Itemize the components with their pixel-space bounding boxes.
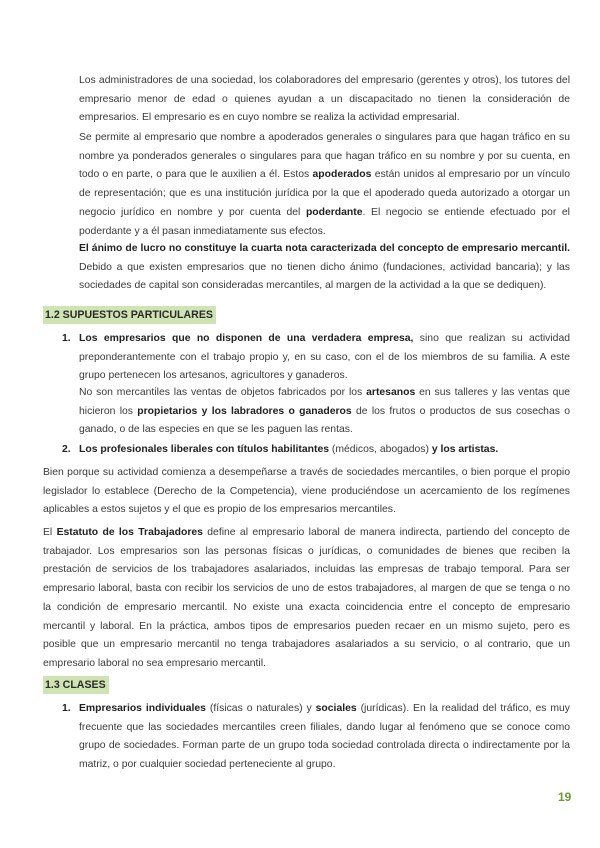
bold-term-poderdante: poderdante bbox=[305, 206, 363, 218]
text-run: Se permite al empresario que nombre a apoderados generales o singulares para que hagan tráfico en su nombre ya ponderados generales o singulares para que hagan tráfico en su nombre y por su cuenta, en todo o en parte, o para que le auxilien a él. Estos bbox=[79, 132, 570, 181]
paragraph-apoderados bbox=[79, 129, 570, 241]
text-run: de los frutos o productos de sus cosechas o ganado, o de las especies en que se les paguen las rentas. bbox=[79, 405, 571, 436]
list-item-empresarios bbox=[79, 330, 570, 386]
bold-term-propietarios: propietarios y los labradores o ganaderos bbox=[137, 405, 352, 417]
bold-term-apoderados: apoderados bbox=[312, 169, 372, 181]
text-run: . El negocio se entiende efectuado por el poderdante y a él pasan inmediatamente sus efectos. bbox=[79, 206, 570, 237]
text-run: El bbox=[43, 527, 57, 538]
bold-term: Empresarios individuales bbox=[79, 703, 206, 714]
bold-statement: El ánimo de lucro no constituye la cuarta nota caracterizada del concepto de empresario mercantil. bbox=[79, 243, 570, 254]
bold-term-estatuto: Estatuto de los Trabajadores bbox=[56, 527, 203, 538]
list-number: 1. bbox=[62, 333, 71, 344]
list-number: 1. bbox=[62, 703, 71, 714]
page-number: 19 bbox=[558, 790, 572, 804]
paragraph-administradores: Los administradores de una sociedad, los colaboradores del empresario (gerentes y otros), los tutores del empresario menor de edad o quienes ayudan a un discapacitado no tienen la consideración de empresarios. El empresario es en cuyo nombre se realiza la actividad empresarial. bbox=[79, 75, 570, 124]
bold-term-artistas: y los artistas. bbox=[431, 444, 499, 455]
bold-term-artesanos: artesanos bbox=[366, 387, 416, 398]
paragraph-estatuto bbox=[43, 524, 570, 674]
text-run: (médicos, abogados) bbox=[329, 444, 432, 455]
text-run: sino que realizan su actividad preponderantemente con el trabajo propio y, en su caso, con el de los miembros de su familia. A este grupo pertenecen los artesanos, agricultores y ganaderos. bbox=[79, 333, 570, 382]
paragraph-artesanos bbox=[79, 384, 570, 440]
text-run: están unidos al empresario por un vínculo de representación; que es una institución jurídica por la que el apoderado queda autorizado a otorgar un negocio jurídico en nombre y por cuenta del bbox=[79, 169, 571, 218]
list-item-profesionales bbox=[79, 441, 570, 460]
list-item-empresarios-individuales bbox=[79, 700, 570, 775]
text-run: (jurídicas). En la realidad del tráfico, es muy frecuente que las sociedades mercantiles creen filiales, dando lugar al fenómeno que se conoce como grupo de sociedades. Forman parte de un grupo toda sociedad controlada directa o indirectamente por la matriz, o por cualquier sociedad perteneciente al grupo. bbox=[79, 703, 570, 771]
paragraph-bien-porque: Bien porque su actividad comienza a desempeñarse a través de sociedades mercantiles, o bien porque el propio legislador lo establece (Derecho de la Competencia), viene produciéndose un acercamiento de los regímenes aplicables a estos sujetos y el que es propio de los empresarios mercantiles. bbox=[43, 467, 570, 516]
bold-term: Los empresarios que no disponen de una verdadera empresa, bbox=[79, 333, 414, 344]
text-run: Debido a que existen empresarios que no tienen dicho ánimo (fundaciones, actividad bancaria); y las sociedades de capital son consideradas mercantiles, al margen de la actividad a la que se dediquen). bbox=[79, 261, 570, 292]
section-heading-supuestos: 1.2 SUPUESTOS PARTICULARES bbox=[43, 306, 216, 324]
text-run: (físicas o naturales) y bbox=[205, 703, 316, 714]
text-run: No son mercantiles las ventas de objetos fabricados por los bbox=[79, 387, 367, 398]
paragraph-animo-lucro bbox=[79, 240, 570, 296]
section-heading-clases: 1.3 CLASES bbox=[43, 676, 109, 694]
bold-term: Los profesionales liberales con títulos habilitantes bbox=[79, 444, 330, 455]
bold-term-sociales: sociales bbox=[315, 703, 357, 714]
text-run: define al empresario laboral de manera indirecta, partiendo del concepto de trabajador. Los empresarios son las personas físicas o jurídicas, o comunidades de bienes que reciben la prestación de servicios de los trabajadores asalariados, incluidas las empresas de trabajo temporal. Para ser empresario laboral, basta con recibir los servicios de uno de estos trabajadores, al margen de que se tenga o no la condición de empresario mercantil. No existe una exacta coincidencia entre el concepto de empresario mercantil y laboral. En la práctica, ambos tipos de empresarios pueden recaer en un mismo sujeto, pero es posible que un empresario mercantil no tenga trabajadores asalariados a su servicio, o al contrario, que un empresario laboral no sea empresario mercantil. bbox=[43, 527, 570, 669]
text-run: en sus talleres y las ventas que hicieron los bbox=[79, 387, 571, 417]
list-number: 2. bbox=[62, 444, 71, 455]
